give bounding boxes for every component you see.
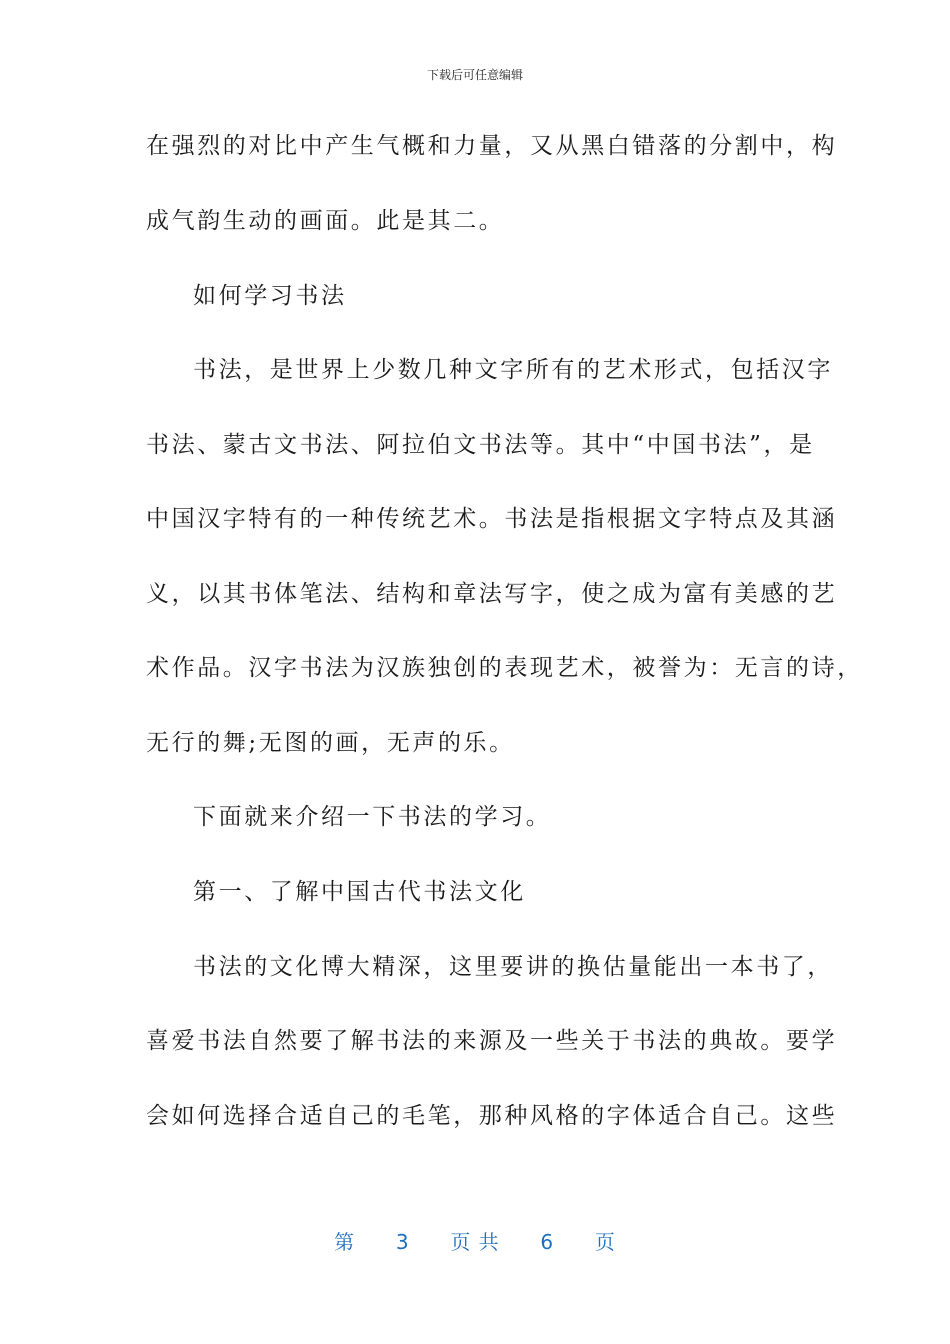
footer-suffix: 页 (594, 1230, 616, 1254)
paragraph-line: 无行的舞;无图的画，无声的乐。 (146, 730, 515, 756)
section-heading: 如何学习书法 (193, 283, 347, 309)
paragraph-line: 喜爱书法自然要了解书法的来源及一些关于书法的典故。要学 (146, 1028, 838, 1054)
current-page-number: 3 (395, 1230, 410, 1254)
page-header: 下载后可任意编辑 (426, 68, 523, 82)
page-footer (0, 1226, 950, 1255)
paragraph-line: 会如何选择合适自己的毛笔，那种风格的字体适合自己。这些 (146, 1103, 838, 1129)
paragraph-line: 术作品。汉字书法为汉族独创的表现艺术，被誉为：无言的诗， (146, 655, 863, 681)
section-heading: 第一、了解中国古代书法文化 (193, 879, 526, 905)
paragraph-line: 书法，是世界上少数几种文字所有的艺术形式，包括汉字 (193, 357, 833, 383)
paragraph-line: 下面就来介绍一下书法的学习。 (193, 804, 552, 830)
footer-prefix: 第 (334, 1230, 356, 1254)
paragraph-line: 书法、蒙古文书法、阿拉伯文书法等。其中“中国书法”，是 (146, 432, 815, 458)
paragraph-line: 义，以其书体笔法、结构和章法写字，使之成为富有美感的艺 (146, 581, 838, 607)
paragraph-line: 书法的文化博大精深，这里要讲的换估量能出一本书了， (193, 954, 833, 980)
paragraph-line: 成气韵生动的画面。此是其二。 (146, 208, 505, 234)
total-pages-number: 6 (540, 1230, 555, 1254)
footer-middle: 页 共 (450, 1230, 500, 1254)
paragraph-line: 在强烈的对比中产生气概和力量，又从黑白错落的分割中，构 (146, 133, 838, 159)
paragraph-line: 中国汉字特有的一种传统艺术。书法是指根据文字特点及其涵 (146, 506, 838, 532)
